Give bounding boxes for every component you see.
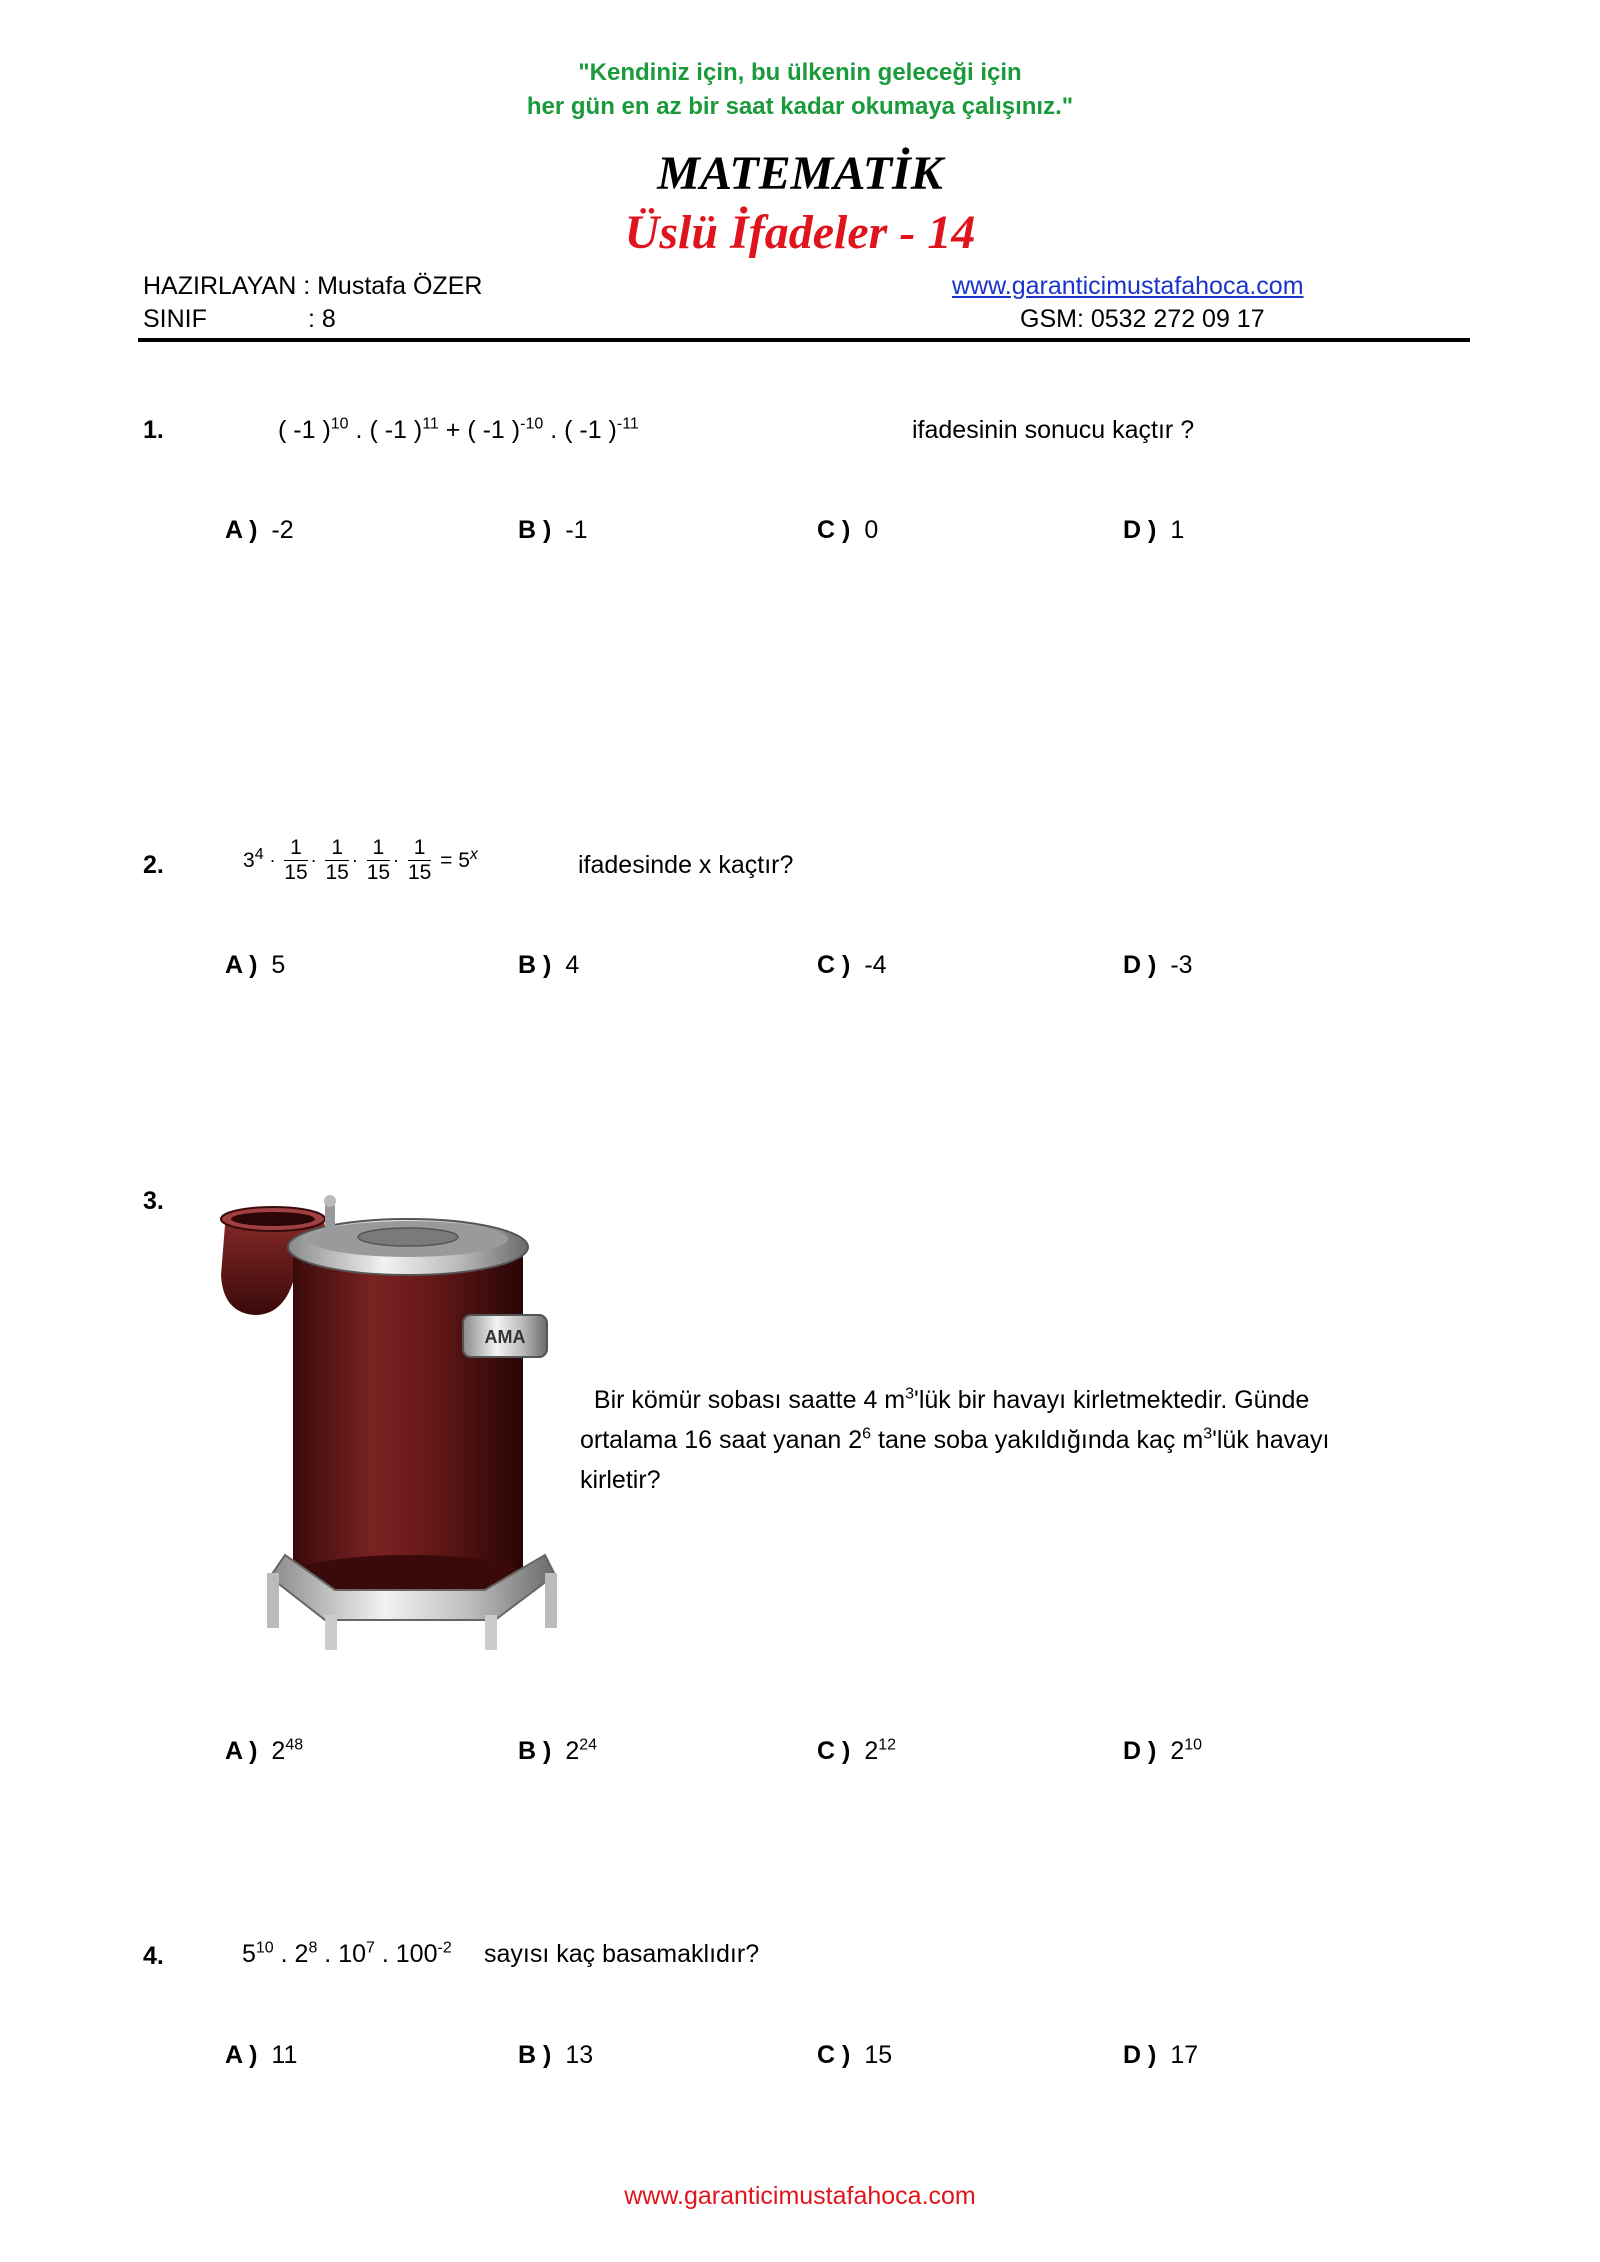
question-3-number: 3. — [143, 1187, 164, 1215]
website-link[interactable]: www.garanticimustafahoca.com — [952, 272, 1304, 300]
question-3-text: Bir kömür sobası saatte 4 $m^3'lük$ bir havayı kirletmektedir. Günde ortalama 16 saat yanan $2^6$ tane soba yakıldığında kaç $m^3'lük$ havayı kirletir? — [580, 1385, 1330, 1494]
question-1-option-a[interactable]: A ) -2 — [225, 516, 294, 544]
question-4-number: 4. — [143, 1942, 164, 1970]
question-1-option-c[interactable]: C ) 0 — [817, 516, 879, 544]
question-4-option-c[interactable]: C ) 15 — [817, 2041, 893, 2069]
question-2-option-a[interactable]: A ) 5 — [225, 951, 286, 979]
topic-title: Üslü İfadeler - 14 — [624, 206, 976, 259]
motivational-quote — [0, 56, 1600, 124]
question-1-prompt: ifadesinin sonucu kaçtır ? — [912, 416, 1195, 444]
question-4-option-b[interactable]: B ) 13 — [518, 2041, 594, 2069]
header-divider — [138, 338, 1470, 342]
question-2-expression: $3^4$ · $\frac{1}{15}$ · $\frac{1}{15}$ · $\frac{1}{15}$ · $\frac{1}{15}$ = $5^x$ — [243, 836, 478, 884]
subject-title: MATEMATİK — [657, 147, 943, 200]
fraction: $\frac{1}{15}$ — [366, 836, 391, 884]
question-3-option-c[interactable]: C ) $2^{12}$ — [817, 1736, 897, 1765]
fraction: $\frac{1}{15}$ — [325, 836, 349, 884]
question-2-number: 2. — [143, 851, 164, 879]
class-label: SINIF — [143, 305, 207, 333]
quote-line-1: "Kendiniz için, bu ülkenin geleceği için — [578, 59, 1022, 86]
question-1-option-b[interactable]: B ) -1 — [518, 516, 588, 544]
question-2-option-d[interactable]: D ) -3 — [1123, 951, 1193, 979]
question-2-option-c[interactable]: C ) -4 — [817, 951, 887, 979]
footer-website[interactable]: www.garanticimustafahoca.com — [624, 2182, 976, 2210]
question-2-prompt: ifadesinde x kaçtır? — [578, 851, 794, 879]
question-2-option-b[interactable]: B ) 4 — [518, 951, 580, 979]
question-4-option-d[interactable]: D ) 17 — [1123, 2041, 1199, 2069]
question-4-option-a[interactable]: A ) 11 — [225, 2041, 298, 2069]
question-1-number: 1. — [143, 416, 164, 444]
question-1-option-d[interactable]: D ) 1 — [1123, 516, 1185, 544]
author-label: HAZIRLAYAN : Mustafa ÖZER — [143, 272, 483, 300]
question-4-prompt: sayısı kaç basamaklıdır? — [484, 1940, 760, 1968]
class-value: : 8 — [308, 305, 336, 333]
question-3-option-a[interactable]: A ) $2^{48}$ — [225, 1736, 304, 1765]
coal-stove-image — [215, 1195, 565, 1665]
gsm-number: GSM: 0532 272 09 17 — [1020, 305, 1265, 333]
question-3-option-b[interactable]: B ) $2^{24}$ — [518, 1736, 598, 1765]
stove-body — [293, 1245, 523, 1575]
quote-line-2: her gün en az bir saat kadar okumaya çalışınız." — [526, 93, 1074, 120]
fraction: $\frac{1}{15}$ — [284, 836, 308, 884]
question-1-expression: ( -1 )$^{10}$ . ( -1 )$^{11}$ + ( -1 )$^{-10}$ . ( -1 )$^{-11}$ — [278, 415, 639, 444]
question-3-option-d[interactable]: D ) $2^{10}$ — [1123, 1736, 1203, 1765]
question-4-expression: $5^{10}$ . $2^8$ . $10^7$ . $100^{-2}$ — [242, 1939, 452, 1968]
fraction: $\frac{1}{15}$ — [407, 836, 432, 884]
stove-brand-label: AMA — [484, 1327, 526, 1347]
